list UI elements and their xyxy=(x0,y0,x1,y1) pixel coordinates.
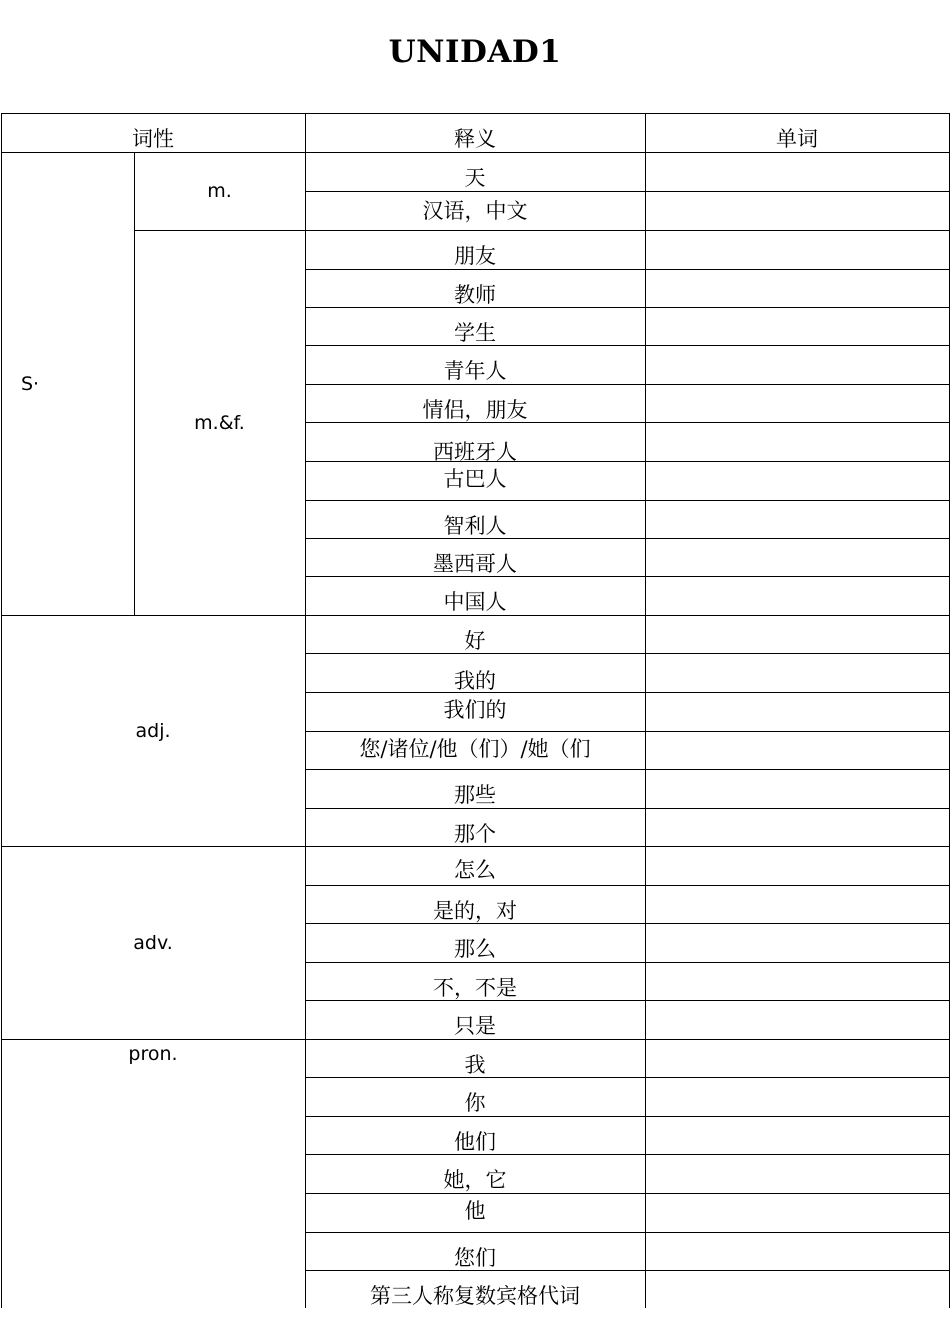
table-row-meaning: 西班牙人 xyxy=(433,440,517,464)
word-answer-cell[interactable] xyxy=(645,1000,949,1039)
table-row-meaning: 中国人 xyxy=(443,590,507,614)
word-answer-cell[interactable] xyxy=(645,576,949,615)
table-row-meaning: 天 xyxy=(464,166,486,190)
table-row-meaning: 教师 xyxy=(454,283,496,307)
word-answer-cell[interactable] xyxy=(645,307,949,345)
group-label-adjective: adj. xyxy=(135,719,171,742)
word-answer-cell[interactable] xyxy=(645,846,949,885)
group-label-pronoun: pron. xyxy=(128,1043,178,1065)
page-title: UNIDAD1 xyxy=(388,34,562,70)
table-row-meaning: 那个 xyxy=(454,822,496,846)
table-row-meaning: 智利人 xyxy=(443,514,507,538)
word-answer-cell[interactable] xyxy=(645,1077,949,1116)
table-row-meaning: 好 xyxy=(464,629,486,653)
word-answer-cell[interactable] xyxy=(645,422,949,461)
group-label-noun: S· xyxy=(21,372,40,395)
word-answer-cell[interactable] xyxy=(645,653,949,692)
word-answer-cell[interactable] xyxy=(645,461,949,500)
table-row-meaning: 朋友 xyxy=(454,244,496,268)
word-answer-cell[interactable] xyxy=(645,1270,949,1308)
table-rule xyxy=(1,113,950,114)
table-row-meaning: 汉语，中文 xyxy=(422,199,528,223)
word-answer-cell[interactable] xyxy=(645,615,949,653)
table-row-meaning: 只是 xyxy=(454,1014,496,1038)
group-label-masc-fem: m.&f. xyxy=(194,411,245,434)
group-label-adverb: adv. xyxy=(133,931,173,954)
table-row-meaning: 古巴人 xyxy=(443,467,507,491)
word-answer-cell[interactable] xyxy=(645,1039,949,1077)
word-answer-cell[interactable] xyxy=(645,769,949,808)
table-row-meaning: 你 xyxy=(464,1091,486,1115)
table-row-meaning: 怎么 xyxy=(454,858,496,882)
word-answer-cell[interactable] xyxy=(645,692,949,731)
table-row-meaning: 那么 xyxy=(454,937,496,961)
word-answer-cell[interactable] xyxy=(645,1232,949,1270)
table-row-meaning: 我的 xyxy=(454,669,496,693)
word-answer-cell[interactable] xyxy=(645,191,949,230)
word-answer-cell[interactable] xyxy=(645,923,949,962)
table-row-meaning: 您们 xyxy=(454,1246,496,1270)
table-row-meaning: 情侣，朋友 xyxy=(422,398,528,422)
table-row-meaning: 您/诸位/他（们）/她（们 xyxy=(359,737,591,761)
table-row-meaning: 那些 xyxy=(454,783,496,807)
word-answer-cell[interactable] xyxy=(645,1116,949,1154)
word-answer-cell[interactable] xyxy=(645,152,949,191)
word-answer-cell[interactable] xyxy=(645,230,949,269)
header-meaning: 释义 xyxy=(454,127,496,151)
table-row-meaning: 他们 xyxy=(454,1130,496,1154)
word-answer-cell[interactable] xyxy=(645,500,949,538)
word-answer-cell[interactable] xyxy=(645,808,949,846)
table-row-meaning: 学生 xyxy=(454,321,496,345)
word-answer-cell[interactable] xyxy=(645,345,949,384)
word-answer-cell[interactable] xyxy=(645,1154,949,1193)
word-answer-cell[interactable] xyxy=(645,538,949,576)
word-answer-cell[interactable] xyxy=(645,962,949,1000)
header-word: 单词 xyxy=(776,127,818,151)
table-row-meaning: 他 xyxy=(464,1199,486,1223)
table-row-meaning: 青年人 xyxy=(443,359,507,383)
word-answer-cell[interactable] xyxy=(645,1193,949,1232)
word-answer-cell[interactable] xyxy=(645,269,949,307)
group-label-masculine: m. xyxy=(207,180,232,202)
table-row-meaning: 第三人称复数宾格代词 xyxy=(370,1284,580,1308)
table-row-meaning: 不，不是 xyxy=(433,976,517,1000)
word-answer-cell[interactable] xyxy=(645,384,949,422)
table-row-meaning: 我们的 xyxy=(443,698,507,722)
table-row-meaning: 我 xyxy=(464,1053,486,1077)
word-answer-cell[interactable] xyxy=(645,731,949,769)
header-part-of-speech: 词性 xyxy=(132,127,174,151)
word-answer-cell[interactable] xyxy=(645,885,949,923)
table-row-meaning: 墨西哥人 xyxy=(433,552,517,576)
table-row-meaning: 是的，对 xyxy=(433,899,517,923)
table-row-meaning: 她，它 xyxy=(443,1168,507,1192)
